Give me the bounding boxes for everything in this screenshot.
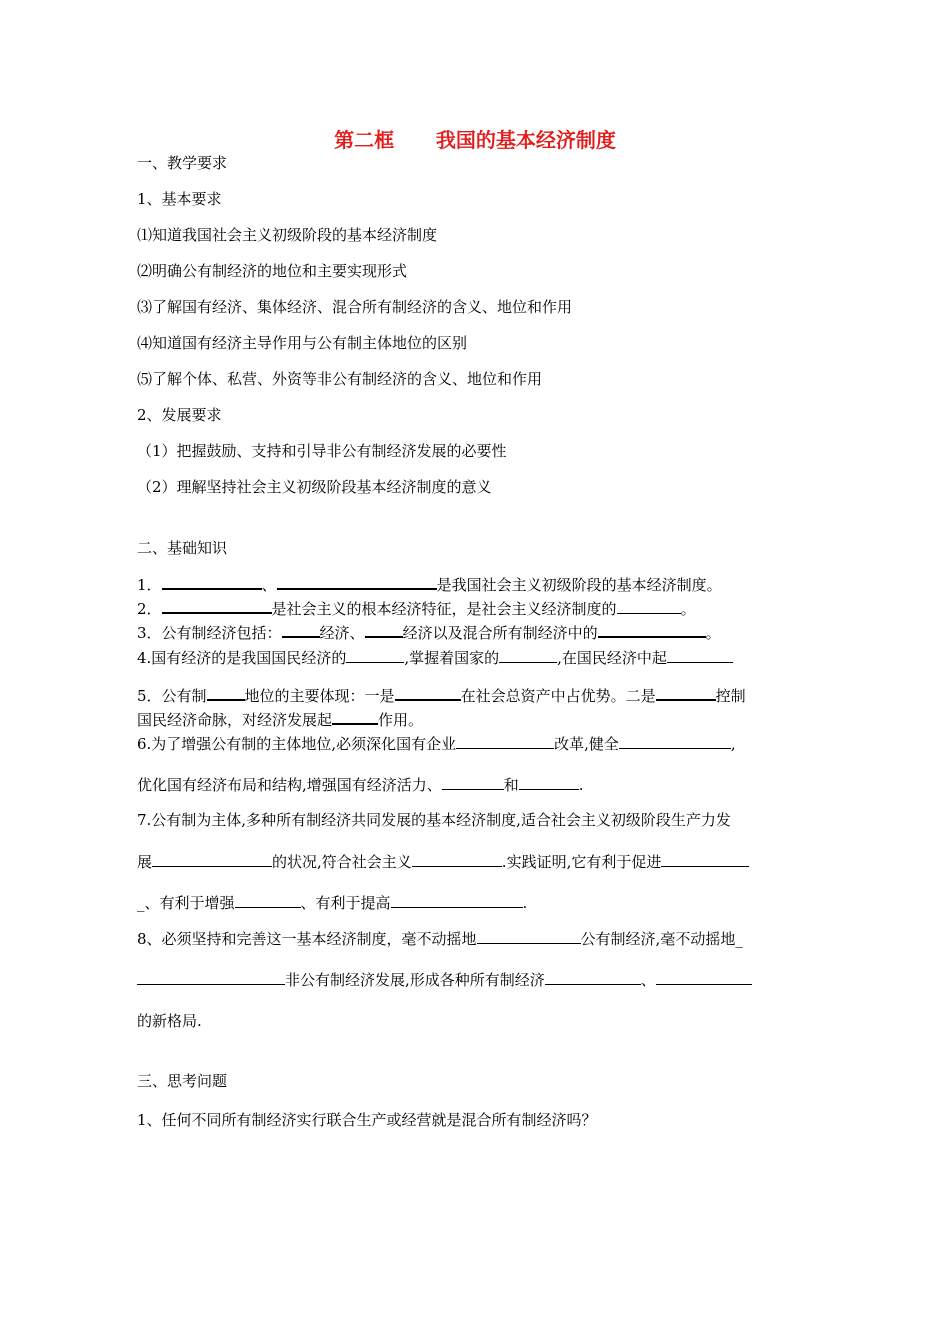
basic-item-1: ⑴知道我国社会主义初级阶段的基本经济制度 (137, 226, 438, 244)
question-1 (137, 573, 722, 595)
dev-item-2: （2）理解坚持社会主义初级阶段基本经济制度的意义 (137, 478, 492, 496)
answer-blank[interactable] (365, 621, 403, 638)
q6-line2-a: 优化国有经济布局和结构,增强国有经济活力、 (137, 776, 442, 794)
q6-text-b: 改革,健全 (554, 735, 619, 753)
answer-blank[interactable] (395, 684, 461, 701)
question-8-cont2: 的新格局. (137, 1012, 202, 1030)
dev-item-1: （1）把握鼓励、支持和引导非公有制经济发展的必要性 (137, 442, 507, 460)
section-heading-knowledge: 二、基础知识 (137, 539, 228, 557)
answer-blank[interactable] (598, 621, 706, 638)
q3-text-b: 经济以及混合所有制经济中的 (402, 624, 598, 642)
q8-text-a: 8、必须坚持和完善这一基本经济制度，毫不动摇地 (137, 930, 477, 948)
answer-blank[interactable] (499, 647, 557, 663)
answer-blank[interactable] (332, 708, 378, 725)
q8-line2-a: 非公有制经济发展,形成各种所有制经济 (285, 971, 545, 989)
answer-blank[interactable] (277, 573, 437, 590)
q1-number: 1． (137, 576, 162, 594)
q1-text: 是我国社会主义初级阶段的基本经济制度。 (436, 576, 722, 594)
answer-blank[interactable] (519, 774, 579, 790)
q5-text-b: 地位的主要体现：一是 (244, 687, 395, 705)
question-5-cont (137, 708, 423, 730)
basic-item-5: ⑸了解个体、私营、外资等非公有制经济的含义、地位和作用 (137, 370, 543, 388)
q7-line2-a: 展 (137, 853, 153, 871)
subheading-basic: 1、基本要求 (137, 190, 222, 208)
answer-blank[interactable] (617, 598, 681, 614)
answer-blank[interactable] (391, 892, 523, 908)
answer-blank[interactable] (137, 969, 285, 985)
q7-line3-b: 、有利于提高 (300, 894, 391, 912)
q2-number: 2． (137, 600, 162, 618)
answer-blank[interactable] (442, 774, 504, 790)
question-6-cont (137, 774, 584, 795)
basic-item-3: ⑶了解国有经济、集体经济、混合所有制经济的含义、地位和作用 (137, 298, 573, 316)
q7-line3-a: _、有利于增强 (137, 894, 235, 912)
answer-blank[interactable] (667, 647, 733, 663)
q2-tail: 。 (680, 600, 696, 618)
q7-line3-c: . (522, 894, 528, 912)
subheading-development: 2、发展要求 (137, 406, 222, 424)
question-7-cont2 (137, 892, 527, 913)
q3-text-a: 经济、 (319, 624, 365, 642)
section-heading-requirements: 一、教学要求 (137, 154, 228, 172)
q6-line2-c: . (578, 776, 584, 794)
question-8-cont (137, 969, 752, 990)
answer-blank[interactable] (456, 733, 554, 749)
q4-text-a: 4.国有经济的是我国国民经济的 (137, 649, 347, 667)
q3-text: 3．公有制经济包括： (137, 624, 282, 642)
question-2 (137, 597, 696, 619)
q5-text-c: 在社会总资产中占优势。二是 (460, 687, 656, 705)
q5-text-d: 控制 (715, 687, 746, 705)
q1-separator: 、 (261, 576, 277, 594)
q2-text: 是社会主义的根本经济特征，是社会主义经济制度的 (271, 600, 617, 618)
question-6 (137, 733, 736, 754)
q3-tail: 。 (705, 624, 721, 642)
answer-blank[interactable] (207, 684, 245, 701)
q6-text-a: 6.为了增强公有制的主体地位,必须深化国有企业 (137, 735, 457, 753)
answer-blank[interactable] (235, 892, 301, 908)
q7-line2-b: 的状况,符合社会主义 (272, 853, 412, 871)
basic-item-4: ⑷知道国有经济主导作用与公有制主体地位的区别 (137, 334, 468, 352)
question-8 (137, 928, 743, 949)
answer-blank[interactable] (661, 851, 749, 867)
answer-blank[interactable] (412, 851, 502, 867)
answer-blank[interactable] (545, 969, 641, 985)
answer-blank[interactable] (162, 573, 262, 590)
q8-text-b: 公有制经济,毫不动摇地_ (580, 930, 743, 948)
page-title: 第二框 我国的基本经济制度 (334, 128, 616, 152)
basic-item-2: ⑵明确公有制经济的地位和主要实现形式 (137, 262, 408, 280)
answer-blank[interactable] (282, 621, 320, 638)
answer-blank[interactable] (162, 597, 272, 614)
question-5 (137, 684, 746, 706)
answer-blank[interactable] (346, 647, 404, 663)
q4-text-b: ,掌握着国家的 (404, 649, 500, 667)
question-7: 7.公有制为主体,多种所有制经济共同发展的基本经济制度,适合社会主义初级阶段生产力发 (137, 811, 731, 829)
q4-text-c: ,在国民经济中起 (557, 649, 667, 667)
thinking-question-1: 1、任何不同所有制经济实行联合生产或经营就是混合所有制经济吗？ (137, 1111, 597, 1129)
question-3 (137, 621, 721, 643)
q7-line2-c: .实践证明,它有利于促进 (501, 853, 662, 871)
answer-blank[interactable] (619, 733, 731, 749)
answer-blank[interactable] (477, 928, 581, 944)
q5-line2-b: 作用。 (378, 711, 424, 729)
q6-line2-b: 和 (503, 776, 519, 794)
section-heading-thinking: 三、思考问题 (137, 1072, 228, 1090)
question-7-cont (137, 851, 749, 872)
answer-blank[interactable] (656, 969, 752, 985)
q8-line2-b: 、 (640, 971, 656, 989)
question-4 (137, 647, 733, 668)
q5-line2-a: 国民经济命脉，对经济发展起 (137, 711, 333, 729)
q5-text-a: 5．公有制 (137, 687, 207, 705)
q6-text-c: , (730, 735, 736, 753)
answer-blank[interactable] (656, 684, 716, 701)
answer-blank[interactable] (152, 851, 272, 867)
